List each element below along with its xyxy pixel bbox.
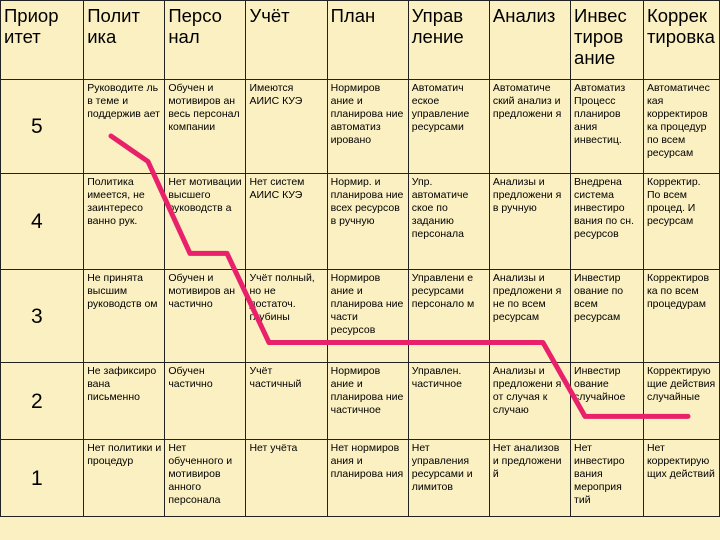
policy-cell: Не зафиксиро вана письменно xyxy=(84,363,165,440)
correction-cell: Корректиров ка по всем процедурам xyxy=(643,270,719,363)
investment-cell: Инвестир ование случайное xyxy=(571,363,644,440)
analysis-cell: Автоматиче ский анализ и предложени я xyxy=(489,80,570,174)
accounting-cell: Учёт полный, но не достаточ. глубины xyxy=(246,270,327,363)
analysis-cell: Нет анализов и предложени й xyxy=(489,440,570,517)
priority-cell: 4 xyxy=(1,174,84,270)
header-policy: Полит ика xyxy=(84,1,165,80)
header-management: Управ ление xyxy=(408,1,489,80)
policy-cell: Руководите ль в теме и поддержив ает xyxy=(84,80,165,174)
priority-cell: 5 xyxy=(1,80,84,174)
analysis-cell: Анализы и предложени я от случая к случаю xyxy=(489,363,570,440)
personnel-cell: Нет обученного и мотивиров анного персонала xyxy=(165,440,246,517)
header-investment: Инвес тиров ание xyxy=(571,1,644,80)
header-analysis: Анализ xyxy=(489,1,570,80)
management-cell: Автоматич еское управление ресурсами xyxy=(408,80,489,174)
policy-cell: Политика имеется, не заинтересо ванно рук. xyxy=(84,174,165,270)
accounting-cell: Нет учёта xyxy=(246,440,327,517)
personnel-cell: Обучен частично xyxy=(165,363,246,440)
analysis-cell: Анализы и предложени я в ручную xyxy=(489,174,570,270)
personnel-cell: Нет мотивации высшего руководств а xyxy=(165,174,246,270)
policy-cell: Нет политики и процедур xyxy=(84,440,165,517)
table-row-level-2 xyxy=(1,363,720,440)
correction-cell: Корректир. По всем процед. И ресурсам xyxy=(643,174,719,270)
accounting-cell: Нет систем АИИС КУЭ xyxy=(246,174,327,270)
policy-cell: Не принята высшим руководств ом xyxy=(84,270,165,363)
correction-cell: Корректирую щие действия случайные xyxy=(643,363,719,440)
plan-cell: Нормир. и планирова ние всех ресурсов в ручную xyxy=(327,174,408,270)
management-cell: Управлен. частичное xyxy=(408,363,489,440)
management-cell: Упр. автоматиче ское по заданию персонала xyxy=(408,174,489,270)
personnel-cell: Обучен и мотивиров ан частично xyxy=(165,270,246,363)
table-row-level-4 xyxy=(1,174,720,270)
management-cell: Нет управления ресурсами и лимитов xyxy=(408,440,489,517)
priority-cell: 2 xyxy=(1,363,84,440)
table-row-level-3 xyxy=(1,270,720,363)
analysis-cell: Анализы и предложени я не по всем ресурсам xyxy=(489,270,570,363)
header-row xyxy=(1,1,720,80)
priority-cell: 3 xyxy=(1,270,84,363)
plan-cell: Нормиров ание и планирова ние части ресурсов xyxy=(327,270,408,363)
correction-cell: Автоматичес кая корректиров ка процедур по всем ресурсам xyxy=(643,80,719,174)
management-cell: Управлени е ресурсами персонало м xyxy=(408,270,489,363)
table-row-level-5 xyxy=(1,80,720,174)
header-personnel: Персо нал xyxy=(165,1,246,80)
header-plan: План xyxy=(327,1,408,80)
accounting-cell: Учёт частичный xyxy=(246,363,327,440)
correction-cell: Нет корректирую щих действий xyxy=(643,440,719,517)
investment-cell: Внедрена система инвестиро вания по сн. ресурсов xyxy=(571,174,644,270)
plan-cell: Нормиров ание и планирова ние автоматиз ировано xyxy=(327,80,408,174)
personnel-cell: Обучен и мотивиров ан весь персонал компании xyxy=(165,80,246,174)
plan-cell: Нет нормиров ания и планирова ния xyxy=(327,440,408,517)
priority-cell: 1 xyxy=(1,440,84,517)
investment-cell: Автоматиз Процесс планиров ания инвестиц. xyxy=(571,80,644,174)
investment-cell: Инвестир ование по всем ресурсам xyxy=(571,270,644,363)
investment-cell: Нет инвестиро вания мероприя тий xyxy=(571,440,644,517)
plan-cell: Нормиров ание и планирова ние частичное xyxy=(327,363,408,440)
header-accounting: Учёт xyxy=(246,1,327,80)
header-correction: Коррек тировка xyxy=(643,1,719,80)
header-priority: Приор итет xyxy=(1,1,84,80)
accounting-cell: Имеются АИИС КУЭ xyxy=(246,80,327,174)
table-row-level-1 xyxy=(1,440,720,517)
